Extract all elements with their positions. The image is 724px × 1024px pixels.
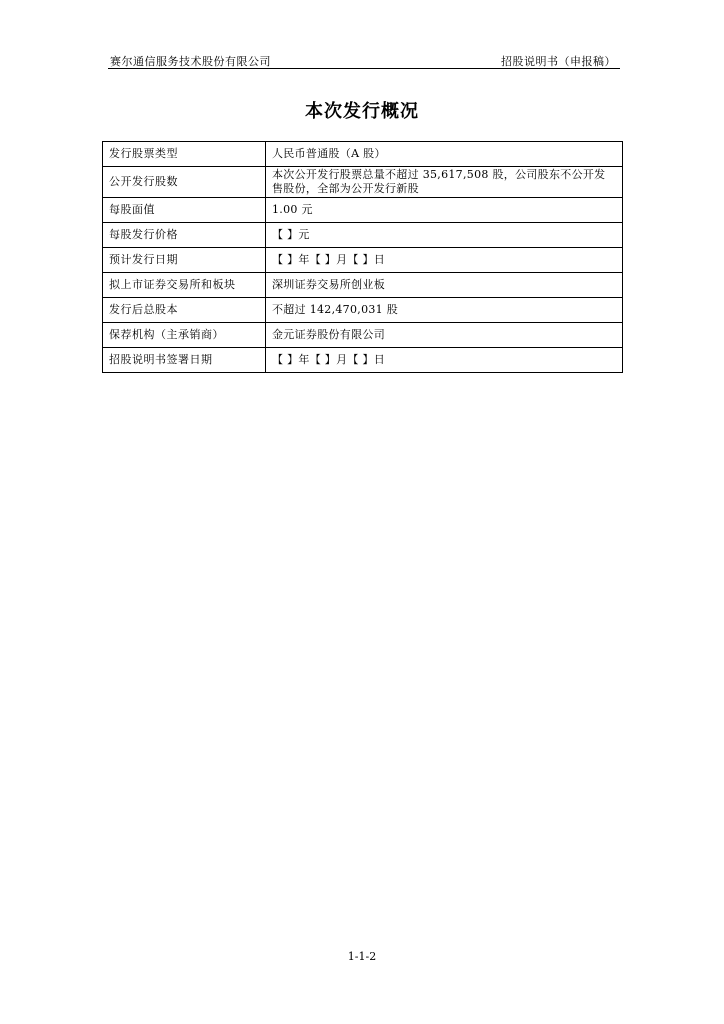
row-label: 每股面值 xyxy=(103,198,266,223)
row-value: 【 】年【 】月【 】日 xyxy=(266,348,623,373)
row-value: 【 】元 xyxy=(266,223,623,248)
row-label: 发行股票类型 xyxy=(103,142,266,167)
page-number: 1-1-2 xyxy=(347,950,377,963)
row-label: 发行后总股本 xyxy=(103,298,266,323)
page-header xyxy=(108,50,620,68)
header-document-type: 招股说明书（申报稿） xyxy=(501,55,616,68)
row-value: 1.00 元 xyxy=(266,198,623,223)
row-value: 【 】年【 】月【 】日 xyxy=(266,248,623,273)
row-label: 保荐机构（主承销商） xyxy=(103,323,266,348)
page-title: 本次发行概况 xyxy=(305,101,419,122)
row-value: 深圳证券交易所创业板 xyxy=(266,273,623,298)
row-label: 预计发行日期 xyxy=(103,248,266,273)
row-value: 不超过 142,470,031 股 xyxy=(266,298,623,323)
header-rule xyxy=(108,68,620,69)
table-row xyxy=(103,273,623,298)
table-row xyxy=(103,223,623,248)
row-value: 本次公开发行股票总量不超过 35,617,508 股，公司股东不公开发售股份，全部为公开发行新股 xyxy=(266,167,623,198)
row-label: 拟上市证券交易所和板块 xyxy=(103,273,266,298)
row-label: 每股发行价格 xyxy=(103,223,266,248)
table-row xyxy=(103,323,623,348)
row-label: 招股说明书签署日期 xyxy=(103,348,266,373)
row-value: 金元证券股份有限公司 xyxy=(266,323,623,348)
table-row xyxy=(103,142,623,167)
row-value: 人民币普通股（A 股） xyxy=(266,142,623,167)
offering-summary-table xyxy=(102,141,623,373)
table-row xyxy=(103,167,623,198)
table-row xyxy=(103,248,623,273)
table-row xyxy=(103,198,623,223)
header-company-name: 赛尔通信服务技术股份有限公司 xyxy=(110,55,271,68)
table-row xyxy=(103,348,623,373)
row-label: 公开发行股数 xyxy=(103,167,266,198)
table-row xyxy=(103,298,623,323)
